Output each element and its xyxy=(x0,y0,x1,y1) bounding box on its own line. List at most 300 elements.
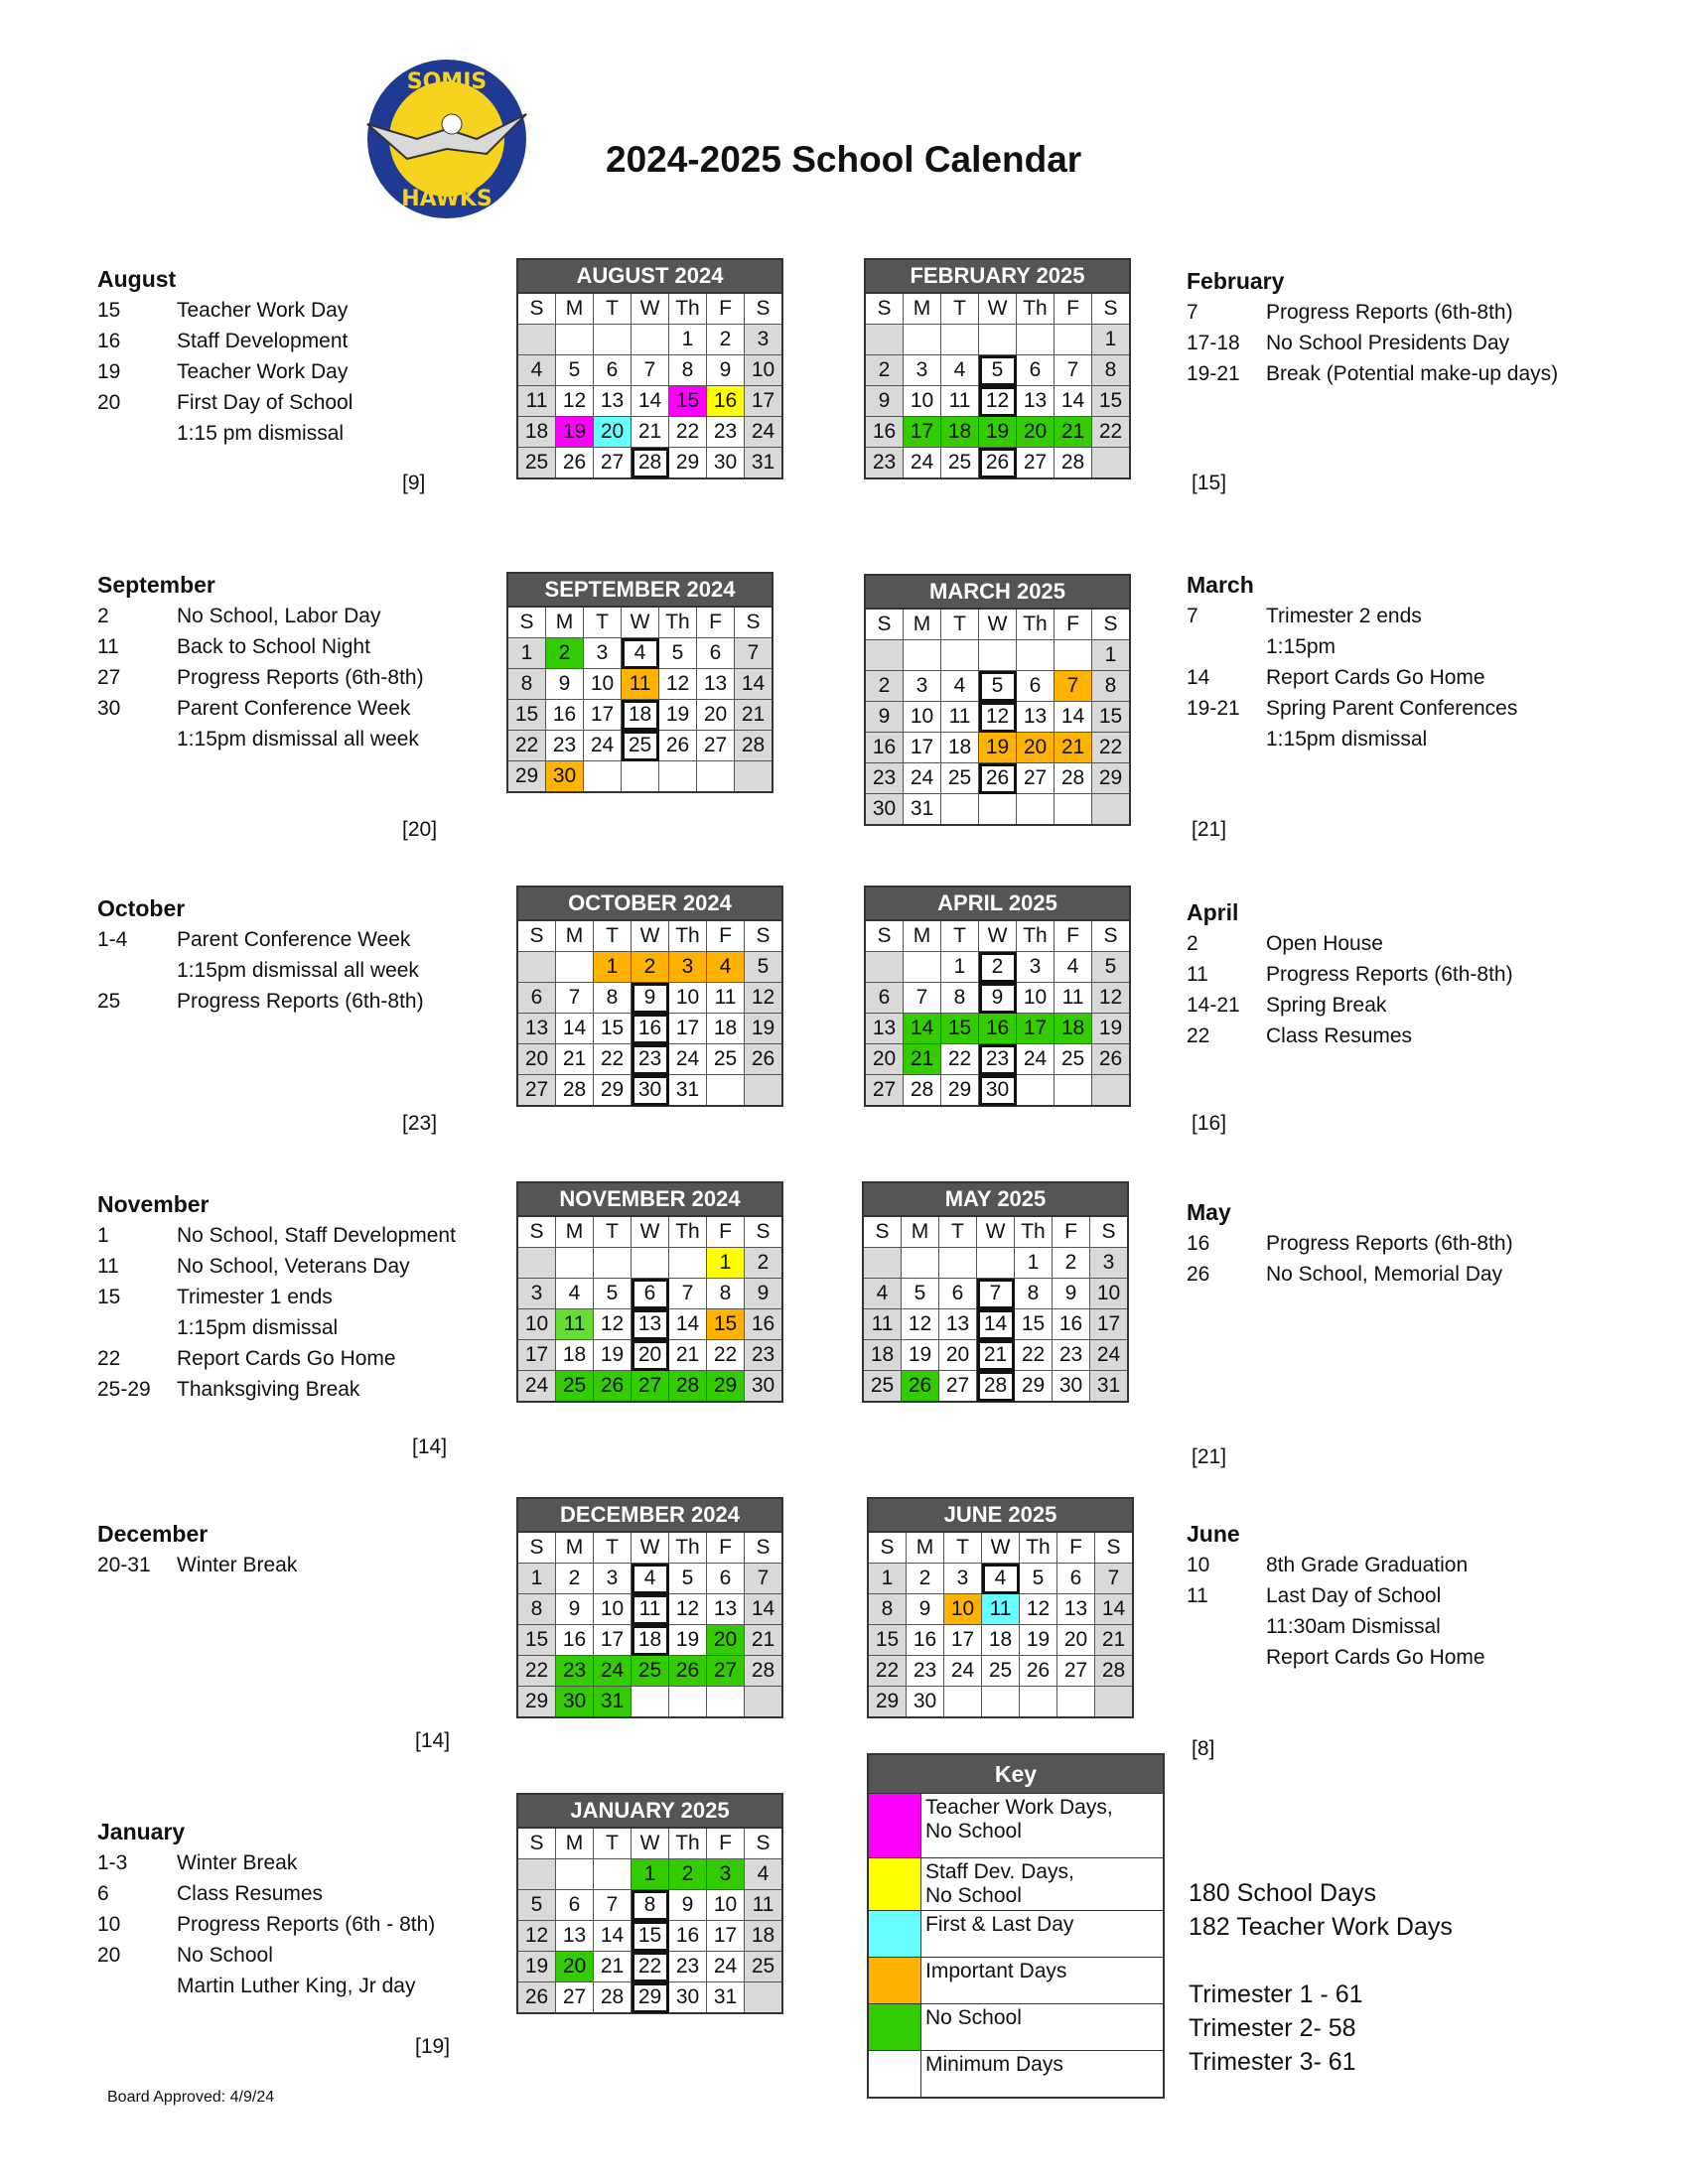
weekday-header: M xyxy=(556,293,594,325)
note-date xyxy=(97,1312,177,1343)
calendar-day: 10 xyxy=(584,669,622,700)
weekday-header: F xyxy=(707,1532,745,1564)
note-row xyxy=(97,1847,435,1878)
calendar-day: 22 xyxy=(941,1044,979,1075)
school-day-count: [15] xyxy=(1192,472,1227,494)
calendar-day: 6 xyxy=(556,1890,594,1921)
weekday-header: T xyxy=(594,1828,632,1859)
month-name: December xyxy=(97,1521,209,1547)
calendar-day: 5 xyxy=(979,671,1017,702)
note-date: 1-4 xyxy=(97,928,128,951)
calendar-october-2024 xyxy=(516,886,783,1107)
calendar-empty-cell xyxy=(622,761,659,793)
calendar-day: 20 xyxy=(594,417,632,448)
calendar-day: 11 xyxy=(941,702,979,733)
calendar-day: 10 xyxy=(1017,983,1055,1014)
calendar-day: 30 xyxy=(745,1371,783,1403)
weekday-header: S xyxy=(745,920,783,952)
weekday-header: M xyxy=(556,1532,594,1564)
calendar-day: 4 xyxy=(941,671,979,702)
calendar-day: 27 xyxy=(556,1982,594,2014)
note-row xyxy=(97,601,424,631)
calendar-empty-cell xyxy=(904,640,941,671)
calendar-day: 20 xyxy=(556,1952,594,1982)
calendar-day: 28 xyxy=(1095,1656,1134,1687)
calendar-day: 18 xyxy=(941,733,979,763)
note-row xyxy=(1187,1550,1485,1580)
calendar-day: 20 xyxy=(1017,417,1055,448)
note-event: Winter Break xyxy=(177,1554,298,1576)
calendar-day: 26 xyxy=(556,448,594,479)
weekday-header: M xyxy=(556,1828,594,1859)
calendar-march-2025 xyxy=(864,574,1131,826)
calendar-day: 8 xyxy=(707,1279,745,1309)
note-row xyxy=(97,1940,435,1971)
calendar-empty-cell xyxy=(517,1248,556,1279)
calendar-day: 2 xyxy=(907,1564,944,1594)
calendar-day: 30 xyxy=(546,761,584,793)
month-notes-january xyxy=(97,1817,435,2001)
key-label xyxy=(921,2004,1165,2051)
calendar-day: 27 xyxy=(1017,763,1055,794)
note-row xyxy=(1187,928,1513,959)
calendar-day: 29 xyxy=(707,1371,745,1403)
calendar-day: 4 xyxy=(632,1564,669,1594)
calendar-day: 10 xyxy=(904,386,941,417)
weekday-header: Th xyxy=(1017,920,1055,952)
weekday-header: M xyxy=(556,920,594,952)
weekday-header: W xyxy=(979,293,1017,325)
calendar-empty-cell xyxy=(941,325,979,355)
note-date: 14 xyxy=(1187,666,1210,689)
calendar-day: 26 xyxy=(979,448,1017,479)
calendar-day: 27 xyxy=(1057,1656,1095,1687)
calendar-day: 17 xyxy=(669,1014,707,1044)
calendar-day: 1 xyxy=(868,1564,907,1594)
calendar-month-header: NOVEMBER 2024 xyxy=(517,1182,782,1216)
weekday-header: F xyxy=(1053,1216,1090,1248)
calendar-empty-cell xyxy=(556,325,594,355)
calendar-day: 14 xyxy=(1055,386,1092,417)
note-row xyxy=(97,1550,297,1580)
calendar-day: 7 xyxy=(632,355,669,386)
note-event: First Day of School xyxy=(177,391,353,414)
calendar-empty-cell xyxy=(707,1075,745,1107)
note-date: 11 xyxy=(1187,1584,1208,1607)
calendar-day: 8 xyxy=(594,983,632,1014)
note-row xyxy=(1187,358,1558,389)
calendar-day: 15 xyxy=(632,1921,669,1952)
calendar-day: 20 xyxy=(1017,733,1055,763)
calendar-day: 7 xyxy=(556,983,594,1014)
calendar-day: 28 xyxy=(594,1982,632,2014)
weekday-header: S xyxy=(517,1216,556,1248)
page-title: 2024-2025 School Calendar xyxy=(606,139,1082,180)
note-event: Thanksgiving Break xyxy=(177,1378,360,1401)
calendar-day: 12 xyxy=(902,1309,939,1340)
school-day-count: [20] xyxy=(402,818,438,841)
weekday-header: Th xyxy=(1017,293,1055,325)
note-row xyxy=(1187,1611,1485,1642)
calendar-day: 19 xyxy=(556,417,594,448)
calendar-day: 22 xyxy=(517,1656,556,1687)
logo-text-top: SOMIS xyxy=(406,69,488,94)
calendar-day: 17 xyxy=(594,1625,632,1656)
weekday-header: Th xyxy=(659,607,697,638)
calendar-day: 5 xyxy=(659,638,697,669)
calendar-empty-cell xyxy=(1092,1075,1131,1107)
note-date: 25-29 xyxy=(97,1378,151,1401)
calendar-day: 9 xyxy=(907,1594,944,1625)
calendar-day: 19 xyxy=(1092,1014,1131,1044)
calendar-day: 30 xyxy=(669,1982,707,2014)
calendar-empty-cell xyxy=(904,325,941,355)
month-name: January xyxy=(97,1819,186,1844)
calendar-day: 24 xyxy=(584,731,622,761)
weekday-header: T xyxy=(584,607,622,638)
calendar-day: 24 xyxy=(745,417,783,448)
calendar-day: 16 xyxy=(556,1625,594,1656)
calendar-day: 1 xyxy=(941,952,979,983)
calendar-day: 12 xyxy=(556,386,594,417)
calendar-day: 18 xyxy=(707,1014,745,1044)
calendar-day: 7 xyxy=(735,638,774,669)
calendar-day: 17 xyxy=(745,386,783,417)
calendar-day: 10 xyxy=(707,1890,745,1921)
calendar-empty-cell xyxy=(659,761,697,793)
note-event: Spring Break xyxy=(1266,994,1387,1017)
note-row xyxy=(97,387,352,418)
note-event: 1:15 pm dismissal xyxy=(177,422,345,445)
note-date: 10 xyxy=(97,1913,121,1936)
calendar-day: 8 xyxy=(1092,671,1131,702)
note-row xyxy=(97,1374,456,1405)
calendar-day: 21 xyxy=(632,417,669,448)
school-day-count: [21] xyxy=(1192,818,1227,841)
note-date xyxy=(97,1971,177,2001)
weekday-header: S xyxy=(517,293,556,325)
calendar-day: 15 xyxy=(941,1014,979,1044)
calendar-day: 10 xyxy=(944,1594,982,1625)
calendar-day: 29 xyxy=(1015,1371,1053,1403)
key-label-line1: No School xyxy=(925,2006,1022,2029)
calendar-day: 1 xyxy=(517,1564,556,1594)
note-date: 25 xyxy=(97,990,121,1013)
weekday-header: Th xyxy=(669,920,707,952)
calendar-day: 6 xyxy=(632,1279,669,1309)
calendar-day: 13 xyxy=(632,1309,669,1340)
calendar-day: 31 xyxy=(904,794,941,826)
calendar-day: 30 xyxy=(907,1687,944,1718)
calendar-day: 3 xyxy=(1017,952,1055,983)
note-event: No School Presidents Day xyxy=(1266,332,1510,354)
calendar-day: 3 xyxy=(1090,1248,1129,1279)
calendar-month-header: MARCH 2025 xyxy=(865,575,1130,609)
calendar-day: 23 xyxy=(907,1656,944,1687)
calendar-month-header: SEPTEMBER 2024 xyxy=(507,573,773,607)
calendar-empty-cell xyxy=(982,1687,1020,1718)
calendar-empty-cell xyxy=(1055,640,1092,671)
calendar-day: 8 xyxy=(517,1594,556,1625)
calendar-empty-cell xyxy=(735,761,774,793)
calendar-empty-cell xyxy=(944,1687,982,1718)
calendar-empty-cell xyxy=(632,1687,669,1718)
key-color-swatch xyxy=(868,1858,921,1911)
calendar-day: 15 xyxy=(1092,702,1131,733)
note-event: Progress Reports (6th-8th) xyxy=(1266,1232,1513,1255)
calendar-day: 25 xyxy=(745,1952,783,1982)
calendar-day: 23 xyxy=(556,1656,594,1687)
note-date: 2 xyxy=(1187,932,1198,955)
calendar-empty-cell xyxy=(707,1687,745,1718)
month-name: August xyxy=(97,266,177,292)
calendar-empty-cell xyxy=(1055,325,1092,355)
stat-line xyxy=(1189,1944,1453,1978)
calendar-day: 13 xyxy=(1017,702,1055,733)
calendar-day: 9 xyxy=(979,983,1017,1014)
calendar-day: 8 xyxy=(507,669,546,700)
calendar-day: 14 xyxy=(1055,702,1092,733)
note-date: 1-3 xyxy=(97,1851,128,1874)
calendar-empty-cell xyxy=(902,1248,939,1279)
calendar-day: 30 xyxy=(556,1687,594,1718)
calendar-day: 3 xyxy=(745,325,783,355)
calendar-day: 22 xyxy=(868,1656,907,1687)
calendar-day: 30 xyxy=(707,448,745,479)
calendar-day: 24 xyxy=(707,1952,745,1982)
calendar-day: 27 xyxy=(594,448,632,479)
month-name: June xyxy=(1187,1521,1240,1547)
weekday-header: S xyxy=(865,293,904,325)
month-name: October xyxy=(97,895,186,921)
calendar-day: 26 xyxy=(1020,1656,1057,1687)
month-name: February xyxy=(1187,268,1285,294)
calendar-day: 12 xyxy=(745,983,783,1014)
calendar-day: 3 xyxy=(904,355,941,386)
weekday-header: W xyxy=(622,607,659,638)
calendar-day: 1 xyxy=(507,638,546,669)
calendar-day: 29 xyxy=(507,761,546,793)
calendar-day: 24 xyxy=(669,1044,707,1075)
calendar-day: 16 xyxy=(669,1921,707,1952)
calendar-day: 11 xyxy=(941,386,979,417)
calendar-day: 3 xyxy=(594,1564,632,1594)
month-notes-august xyxy=(97,264,352,449)
key-label xyxy=(921,2051,1165,2099)
calendar-month-header: AUGUST 2024 xyxy=(517,259,782,293)
stat-line: 182 Teacher Work Days xyxy=(1189,1913,1453,1941)
note-date: 26 xyxy=(1187,1263,1210,1286)
key-label-line1: Minimum Days xyxy=(925,2053,1063,2076)
calendar-day: 10 xyxy=(1090,1279,1129,1309)
calendar-day: 29 xyxy=(594,1075,632,1107)
calendar-day: 17 xyxy=(707,1921,745,1952)
calendar-day: 25 xyxy=(863,1371,902,1403)
calendar-empty-cell xyxy=(904,952,941,983)
key-row xyxy=(868,1958,1164,2004)
weekday-header: M xyxy=(546,607,584,638)
calendar-month-header: DECEMBER 2024 xyxy=(517,1498,782,1532)
weekday-header: S xyxy=(1092,920,1131,952)
note-row xyxy=(97,1878,435,1909)
note-event: Winter Break xyxy=(177,1851,298,1874)
weekday-header: S xyxy=(865,609,904,640)
calendar-empty-cell xyxy=(584,761,622,793)
calendar-day: 4 xyxy=(982,1564,1020,1594)
note-event: No School xyxy=(177,1944,273,1967)
calendar-day: 15 xyxy=(507,700,546,731)
calendar-day: 6 xyxy=(865,983,904,1014)
month-name: May xyxy=(1187,1199,1231,1225)
calendar-day: 7 xyxy=(904,983,941,1014)
calendar-day: 27 xyxy=(517,1075,556,1107)
key-label xyxy=(921,1794,1165,1858)
note-event: Back to School Night xyxy=(177,635,370,658)
note-event: Teacher Work Day xyxy=(177,299,349,322)
calendar-empty-cell xyxy=(941,640,979,671)
calendar-day: 9 xyxy=(546,669,584,700)
note-event: 1:15pm dismissal all week xyxy=(177,728,419,751)
calendar-day: 25 xyxy=(941,448,979,479)
calendar-day: 3 xyxy=(944,1564,982,1594)
calendar-empty-cell xyxy=(1017,1075,1055,1107)
calendar-day: 12 xyxy=(517,1921,556,1952)
calendar-day: 18 xyxy=(863,1340,902,1371)
calendar-empty-cell xyxy=(941,794,979,826)
somis-hawks-logo xyxy=(357,55,536,223)
calendar-day: 29 xyxy=(517,1687,556,1718)
calendar-day: 30 xyxy=(632,1075,669,1107)
board-approved: Board Approved: 4/9/24 xyxy=(107,2089,275,2106)
weekday-header: S xyxy=(868,1532,907,1564)
note-row xyxy=(1187,1642,1485,1673)
weekday-header: Th xyxy=(669,293,707,325)
calendar-day: 28 xyxy=(1055,763,1092,794)
calendar-day: 9 xyxy=(669,1890,707,1921)
note-date: 19-21 xyxy=(1187,362,1240,385)
calendar-december-2024 xyxy=(516,1497,783,1718)
calendar-day: 7 xyxy=(1055,355,1092,386)
month-notes-december xyxy=(97,1519,297,1580)
key-label xyxy=(921,1911,1165,1958)
calendar-day: 31 xyxy=(669,1075,707,1107)
calendar-day: 15 xyxy=(1015,1309,1053,1340)
note-date: 11 xyxy=(97,635,119,658)
calendar-day: 6 xyxy=(697,638,735,669)
calendar-day: 2 xyxy=(546,638,584,669)
calendar-day: 23 xyxy=(632,1044,669,1075)
note-event: 8th Grade Graduation xyxy=(1266,1554,1469,1576)
weekday-header: T xyxy=(594,293,632,325)
month-notes-april xyxy=(1187,897,1513,1051)
calendar-day: 22 xyxy=(632,1952,669,1982)
note-event: Report Cards Go Home xyxy=(1266,1646,1485,1669)
calendar-day: 14 xyxy=(669,1309,707,1340)
weekday-header: T xyxy=(594,1216,632,1248)
weekday-header: F xyxy=(1057,1532,1095,1564)
weekday-header: M xyxy=(904,293,941,325)
calendar-day: 26 xyxy=(902,1371,939,1403)
calendar-day: 14 xyxy=(632,386,669,417)
note-date: 6 xyxy=(97,1882,109,1905)
calendar-empty-cell xyxy=(632,325,669,355)
weekday-header: W xyxy=(632,1828,669,1859)
calendar-day: 31 xyxy=(707,1982,745,2014)
calendar-day: 24 xyxy=(904,448,941,479)
note-row xyxy=(97,326,352,356)
calendar-day: 4 xyxy=(1055,952,1092,983)
note-row xyxy=(97,1312,456,1343)
calendar-day: 20 xyxy=(697,700,735,731)
calendar-day: 20 xyxy=(632,1340,669,1371)
calendar-day: 4 xyxy=(707,952,745,983)
calendar-day: 29 xyxy=(868,1687,907,1718)
weekday-header: S xyxy=(1092,293,1131,325)
calendar-day: 22 xyxy=(1092,733,1131,763)
month-notes-may xyxy=(1187,1197,1513,1290)
note-date: 22 xyxy=(97,1347,121,1370)
calendar-day: 26 xyxy=(979,763,1017,794)
calendar-day: 23 xyxy=(745,1340,783,1371)
calendar-day: 18 xyxy=(556,1340,594,1371)
calendar-day: 6 xyxy=(1017,671,1055,702)
calendar-empty-cell xyxy=(1020,1687,1057,1718)
note-date: 11 xyxy=(97,1255,119,1278)
calendar-day: 5 xyxy=(1092,952,1131,983)
calendar-day: 17 xyxy=(1017,1014,1055,1044)
calendar-august-2024 xyxy=(516,258,783,479)
calendar-day: 31 xyxy=(594,1687,632,1718)
calendar-day: 6 xyxy=(1017,355,1055,386)
note-event: No School, Memorial Day xyxy=(1266,1263,1503,1286)
calendar-day: 18 xyxy=(632,1625,669,1656)
weekday-header: Th xyxy=(669,1828,707,1859)
calendar-day: 19 xyxy=(979,733,1017,763)
calendar-empty-cell xyxy=(1017,325,1055,355)
month-notes-march xyxy=(1187,570,1517,754)
calendar-day: 1 xyxy=(1015,1248,1053,1279)
weekday-header: T xyxy=(944,1532,982,1564)
calendar-empty-cell xyxy=(745,1075,783,1107)
calendar-day: 8 xyxy=(669,355,707,386)
note-event: Parent Conference Week xyxy=(177,697,411,720)
school-day-count: [23] xyxy=(402,1112,438,1135)
note-row xyxy=(97,986,424,1017)
note-date: 7 xyxy=(1187,301,1198,324)
calendar-day: 21 xyxy=(556,1044,594,1075)
calendar-day: 14 xyxy=(904,1014,941,1044)
calendar-day: 17 xyxy=(904,417,941,448)
note-row xyxy=(97,1282,456,1312)
calendar-empty-cell xyxy=(697,761,735,793)
calendar-day: 18 xyxy=(622,700,659,731)
calendar-day: 12 xyxy=(1020,1594,1057,1625)
note-event: Class Resumes xyxy=(1266,1024,1413,1047)
calendar-empty-cell xyxy=(517,1859,556,1890)
calendar-day: 9 xyxy=(865,386,904,417)
note-row xyxy=(1187,990,1513,1021)
key-label-line1: Teacher Work Days, xyxy=(925,1796,1113,1819)
calendar-day: 25 xyxy=(982,1656,1020,1687)
calendar-month-header: JUNE 2025 xyxy=(868,1498,1133,1532)
note-event: Progress Reports (6th - 8th) xyxy=(177,1913,436,1936)
calendar-day: 31 xyxy=(1090,1371,1129,1403)
calendar-day: 17 xyxy=(584,700,622,731)
weekday-header: Th xyxy=(669,1532,707,1564)
weekday-header: S xyxy=(745,1532,783,1564)
weekday-header: W xyxy=(632,1216,669,1248)
note-row xyxy=(1187,724,1517,754)
